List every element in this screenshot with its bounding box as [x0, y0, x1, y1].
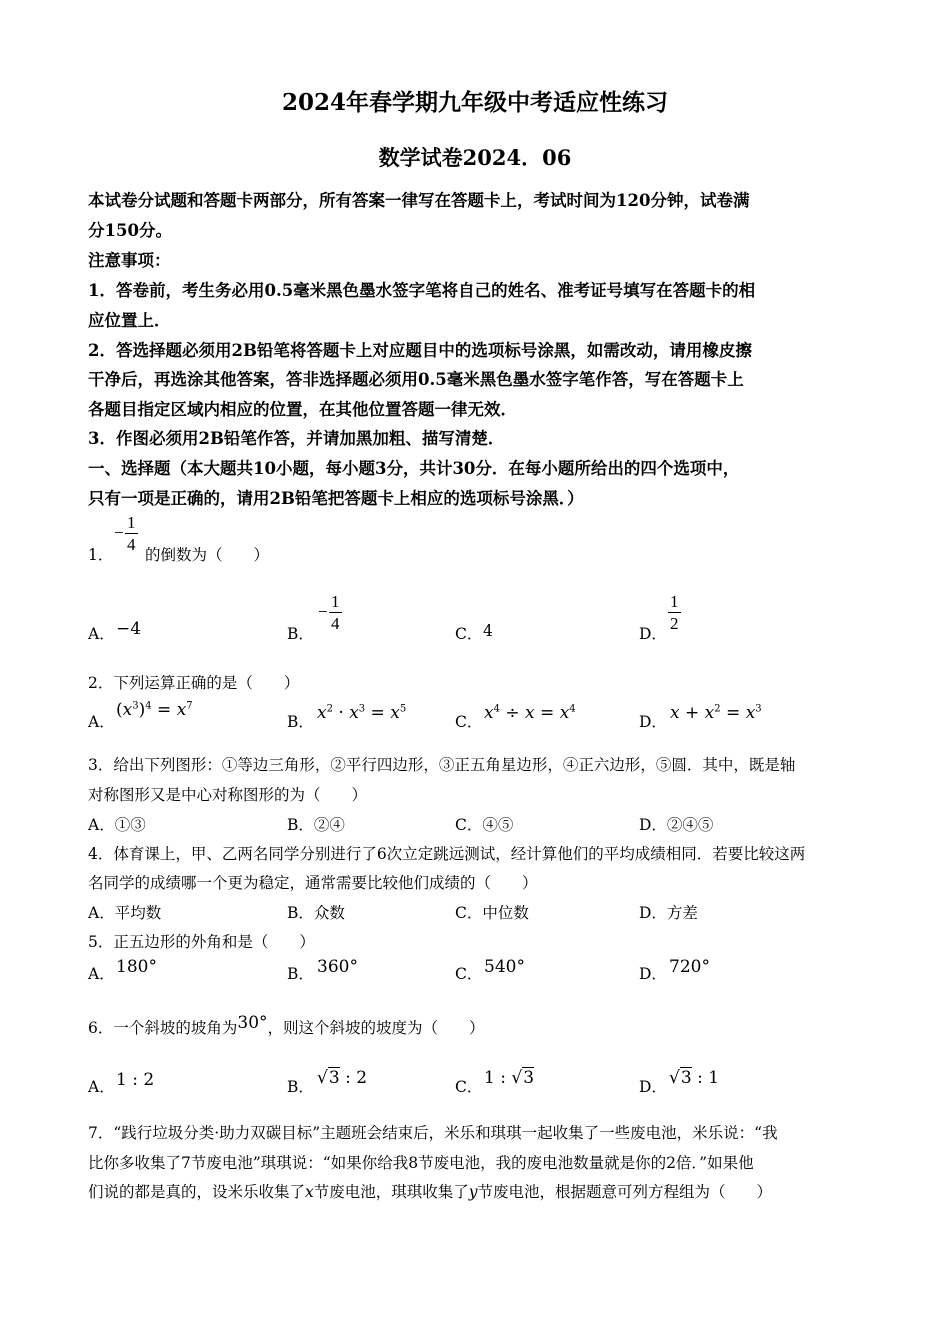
q1-option-d-label: D． [639, 625, 667, 643]
q1-option-c: 4 [483, 622, 493, 640]
q7-line-1: 7．“践行垃圾分类·助力双碳目标”主题班会结束后，米乐和琪琪一起收集了一些废电池，米乐说：“我 [88, 1124, 778, 1142]
q6-option-b [317, 1068, 367, 1088]
q6-c-pre: 1 : [484, 1068, 512, 1088]
q1-frac-bar [125, 533, 138, 534]
q1-option-d-fraction [668, 593, 681, 632]
q6-c-radicand: 3 [523, 1068, 535, 1088]
q7-var-x: x [305, 1183, 314, 1201]
q5-option-d: 720° [669, 957, 710, 977]
q6-option-a-label: A． [88, 1078, 115, 1096]
q7-line-3c: 节废电池，根据题意可列方程组为（ ） [477, 1183, 773, 1201]
q2-option-a-label: A． [88, 713, 115, 731]
q6-c-sqrt: √3 [511, 1068, 535, 1088]
q1-b-bar [329, 612, 342, 613]
notice-2a: 2．答选择题必须用2B铅笔将答题卡上对应题目中的选项标号涂黑，如需改动，请用橡皮擦 [88, 341, 752, 360]
q6-option-d-label: D． [639, 1078, 667, 1096]
exam-subtitle [0, 142, 950, 172]
q1-option-b-minus: − [318, 602, 328, 621]
q5-option-b-label: B． [287, 965, 314, 983]
q1-frac-den: 4 [127, 535, 136, 554]
q6-d-radicand: 3 [680, 1068, 692, 1088]
q6-option-b-label: B． [287, 1078, 314, 1096]
q6-option-c-label: C． [455, 1078, 483, 1096]
q4-line-1: 4．体育课上，甲、乙两名同学分别进行了6次立定跳远测试，经计算他们的平均成绩相同．若要比较这两 [88, 845, 806, 863]
q6-stem-a: 6．一个斜坡的坡角为 [88, 1019, 238, 1037]
q1-d-num: 1 [670, 592, 679, 611]
intro-line-1: 本试卷分试题和答题卡两部分，所有答案一律写在答题卡上，考试时间为120分钟，试卷满 [88, 191, 750, 210]
q1-option-a: −4 [116, 619, 142, 639]
q3-line-2: 对称图形又是中心对称图形的为（ ） [88, 786, 368, 804]
q1-b-num: 1 [331, 592, 340, 611]
exam-title: 2024年春学期九年级中考适应性练习 [281, 89, 668, 116]
q3-option-a: A．①③ [88, 816, 146, 834]
q6-option-d [669, 1068, 719, 1088]
q3-option-d: D．②④⑤ [639, 816, 714, 834]
q2-option-a: $(x^3)^4 = x^7$ [116, 700, 193, 720]
q6-b-sqrt: √3 [317, 1068, 340, 1088]
subject-title: 数学试卷 [378, 145, 463, 170]
q1-stem: 的倒数为（ ） [145, 546, 270, 564]
q1-fraction [125, 514, 138, 553]
q7-line-3b: 节废电池，琪琪收集了 [313, 1183, 469, 1201]
q5-option-a-label: A． [88, 965, 115, 983]
notice-2b: 干净后，再选涂其他答案，答非选择题必须用0.5毫米黑色墨水签字笔作答，写在答题卡上 [88, 370, 744, 389]
q2-stem: 2．下列运算正确的是（ ） [88, 674, 300, 692]
q3-option-b: B．②④ [287, 816, 345, 834]
q1-frac-num: 1 [127, 513, 136, 532]
q7-line-3 [88, 1180, 772, 1202]
q1-option-b-label: B． [287, 625, 314, 643]
q2-option-c: $x^4 \div x = x^4$ [484, 703, 576, 723]
q1-minus: − [114, 523, 124, 542]
q4-option-b: B．众数 [287, 904, 345, 922]
q5-stem: 5．正五边形的外角和是（ ） [88, 933, 315, 951]
notice-title: 注意事项： [88, 251, 171, 270]
section-1-line-1: 一、选择题（本大题共10小题，每小题3分，共计30分．在每小题所给出的四个选项中， [88, 459, 740, 478]
q6-d-rest: : 1 [691, 1068, 720, 1088]
q4-option-a: A．平均数 [88, 904, 162, 922]
notice-1a: 1．答卷前，考生务必用0.5毫米黑色墨水签字笔将自己的姓名、准考证号填写在答题卡的相 [88, 281, 756, 300]
q6-b-radicand: 3 [328, 1068, 340, 1088]
exam-date: 2024．06 [462, 145, 572, 170]
q1-option-b-fraction [329, 593, 342, 632]
q2-option-b-label: B． [287, 713, 314, 731]
q7-line-2: 比你多收集了7节废电池”琪琪说：“如果你给我8节废电池，我的废电池数量就是你的2倍．”如果他 [88, 1154, 754, 1172]
notice-3: 3．作图必须用2B铅笔作答，并请加黑加粗、描写清楚． [88, 429, 505, 448]
q6-stem [88, 1013, 485, 1038]
q3-option-c: C．④⑤ [455, 816, 514, 834]
intro-line-2: 分150分。 [88, 221, 172, 240]
q1-d-bar [668, 612, 681, 613]
section-1-line-2: 只有一项是正确的，请用2B铅笔把答题卡上相应的选项标号涂黑．） [88, 489, 584, 508]
q6-stem-b: ，则这个斜坡的坡度为（ ） [267, 1019, 485, 1037]
q7-line-3a: 们说的都是真的，设米乐收集了 [88, 1183, 306, 1201]
q1-option-a-label: A． [88, 625, 115, 643]
notice-2c: 各题目指定区域内相应的位置，在其他位置答题一律无效． [88, 400, 517, 419]
q6-option-a: 1 : 2 [116, 1070, 155, 1090]
q1-number: 1． [88, 546, 114, 564]
q5-option-c-label: C． [455, 965, 483, 983]
q1-b-den: 4 [331, 614, 340, 633]
q6-option-c [484, 1068, 534, 1088]
q2-option-d: $x + x^2 = x^3$ [670, 703, 762, 723]
q6-angle: 30° [237, 1013, 268, 1033]
q2-option-c-label: C． [455, 713, 483, 731]
q4-option-d: D．方差 [639, 904, 698, 922]
q6-b-rest: : 2 [339, 1068, 368, 1088]
q4-line-2: 名同学的成绩哪一个更为稳定，通常需要比较他们成绩的（ ） [88, 874, 538, 892]
q5-option-d-label: D． [639, 965, 667, 983]
q2-option-d-label: D． [639, 713, 667, 731]
q1-option-c-label: C． [455, 625, 483, 643]
q4-option-c: C．中位数 [455, 904, 529, 922]
q2-option-b: $x^2 \cdot x^3 = x^5$ [317, 703, 407, 723]
q5-option-b: 360° [317, 957, 358, 977]
q3-line-1: 3．给出下列图形：①等边三角形，②平行四边形，③正五角星边形，④正六边形，⑤圆．其中，既是轴 [88, 756, 796, 774]
notice-1b: 应位置上． [88, 311, 171, 330]
q7-var-y: y [468, 1183, 478, 1201]
q5-option-c: 540° [484, 957, 525, 977]
q5-option-a: 180° [116, 957, 157, 977]
q6-d-sqrt: √3 [669, 1068, 692, 1088]
q1-d-den: 2 [670, 614, 679, 633]
